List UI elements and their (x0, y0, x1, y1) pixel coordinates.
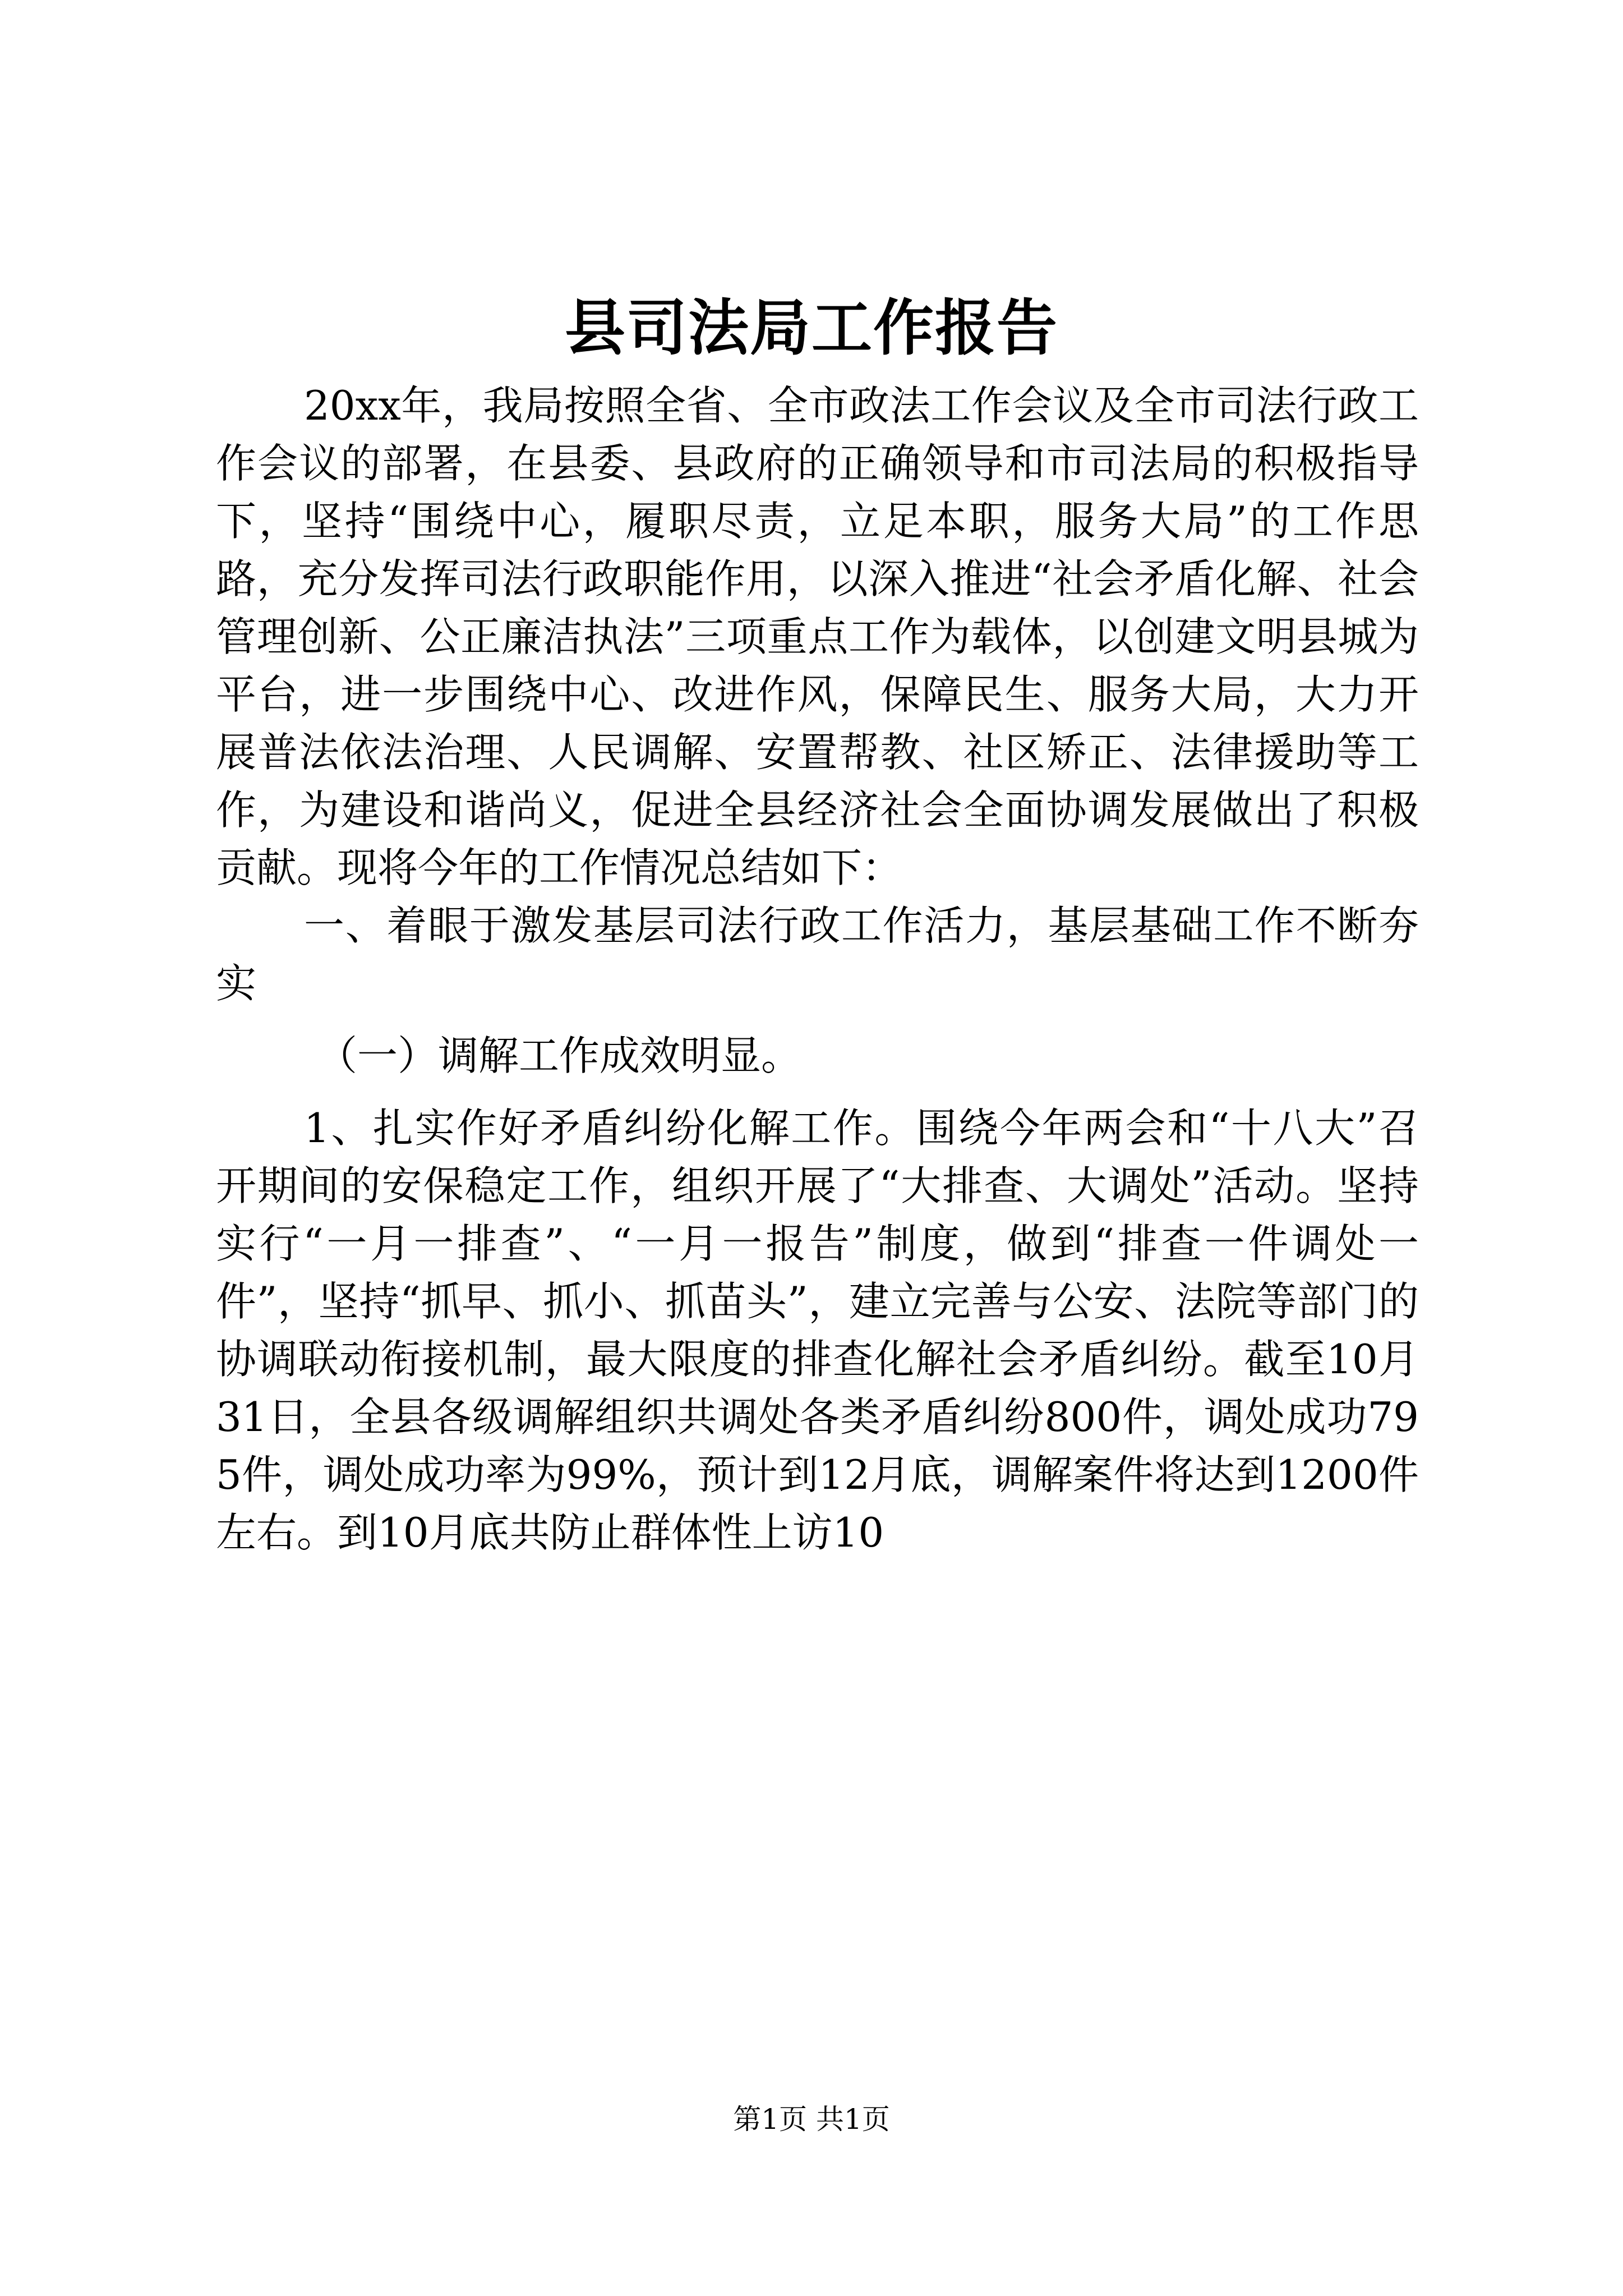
document-body (216, 377, 1419, 1562)
section-heading-1: 一、着眼于激发基层司法行政工作活力，基层基础工作不断夯实 (216, 902, 1419, 1007)
item-paragraph-1: 1、扎实作好矛盾纠纷化解工作。围绕今年两会和“十八大”召开期间的安保稳定工作，组织开展了“大排查、大调处”活动。坚持实行“一月一排查”、“一月一报告”制度，做到“排查一件调处一件”，坚持“抓早、抓小、抓苗头”，建立完善与公安、法院等部门的协调联动衔接机制，最大限度的排查化解社会矛盾纠纷。截至10月31日，全县各级调解组织共调处各类矛盾纠纷800件，调处成功795件，调处成功率为99%，预计到12月底，调解案件将达到1200件左右。到10月底共防止群体性上访10 (216, 1105, 1419, 1556)
document-title: 县司法局工作报告 (564, 293, 1058, 364)
intro-paragraph: 20xx年，我局按照全省、全市政法工作会议及全市司法行政工作会议的部署，在县委、县政府的正确领导和市司法局的积极指导下，坚持“围绕中心，履职尽责，立足本职，服务大局”的工作思路，充分发挥司法行政职能作用，以深入推进“社会矛盾化解、社会管理创新、公正廉洁执法”三项重点工作为载体，以创建文明县城为平台，进一步围绕中心、改进作风，保障民生、服务大局，大力开展普法依法治理、人民调解、安置帮教、社区矫正、法律援助等工作，为建设和谐尚义，促进全县经济社会全面协调发展做出了积极贡献。现将今年的工作情况总结如下： (216, 382, 1419, 891)
page-footer: 第1页 共1页 (733, 2103, 890, 2136)
subsection-heading-1: （一）调解工作成效明显。 (317, 1032, 802, 1079)
